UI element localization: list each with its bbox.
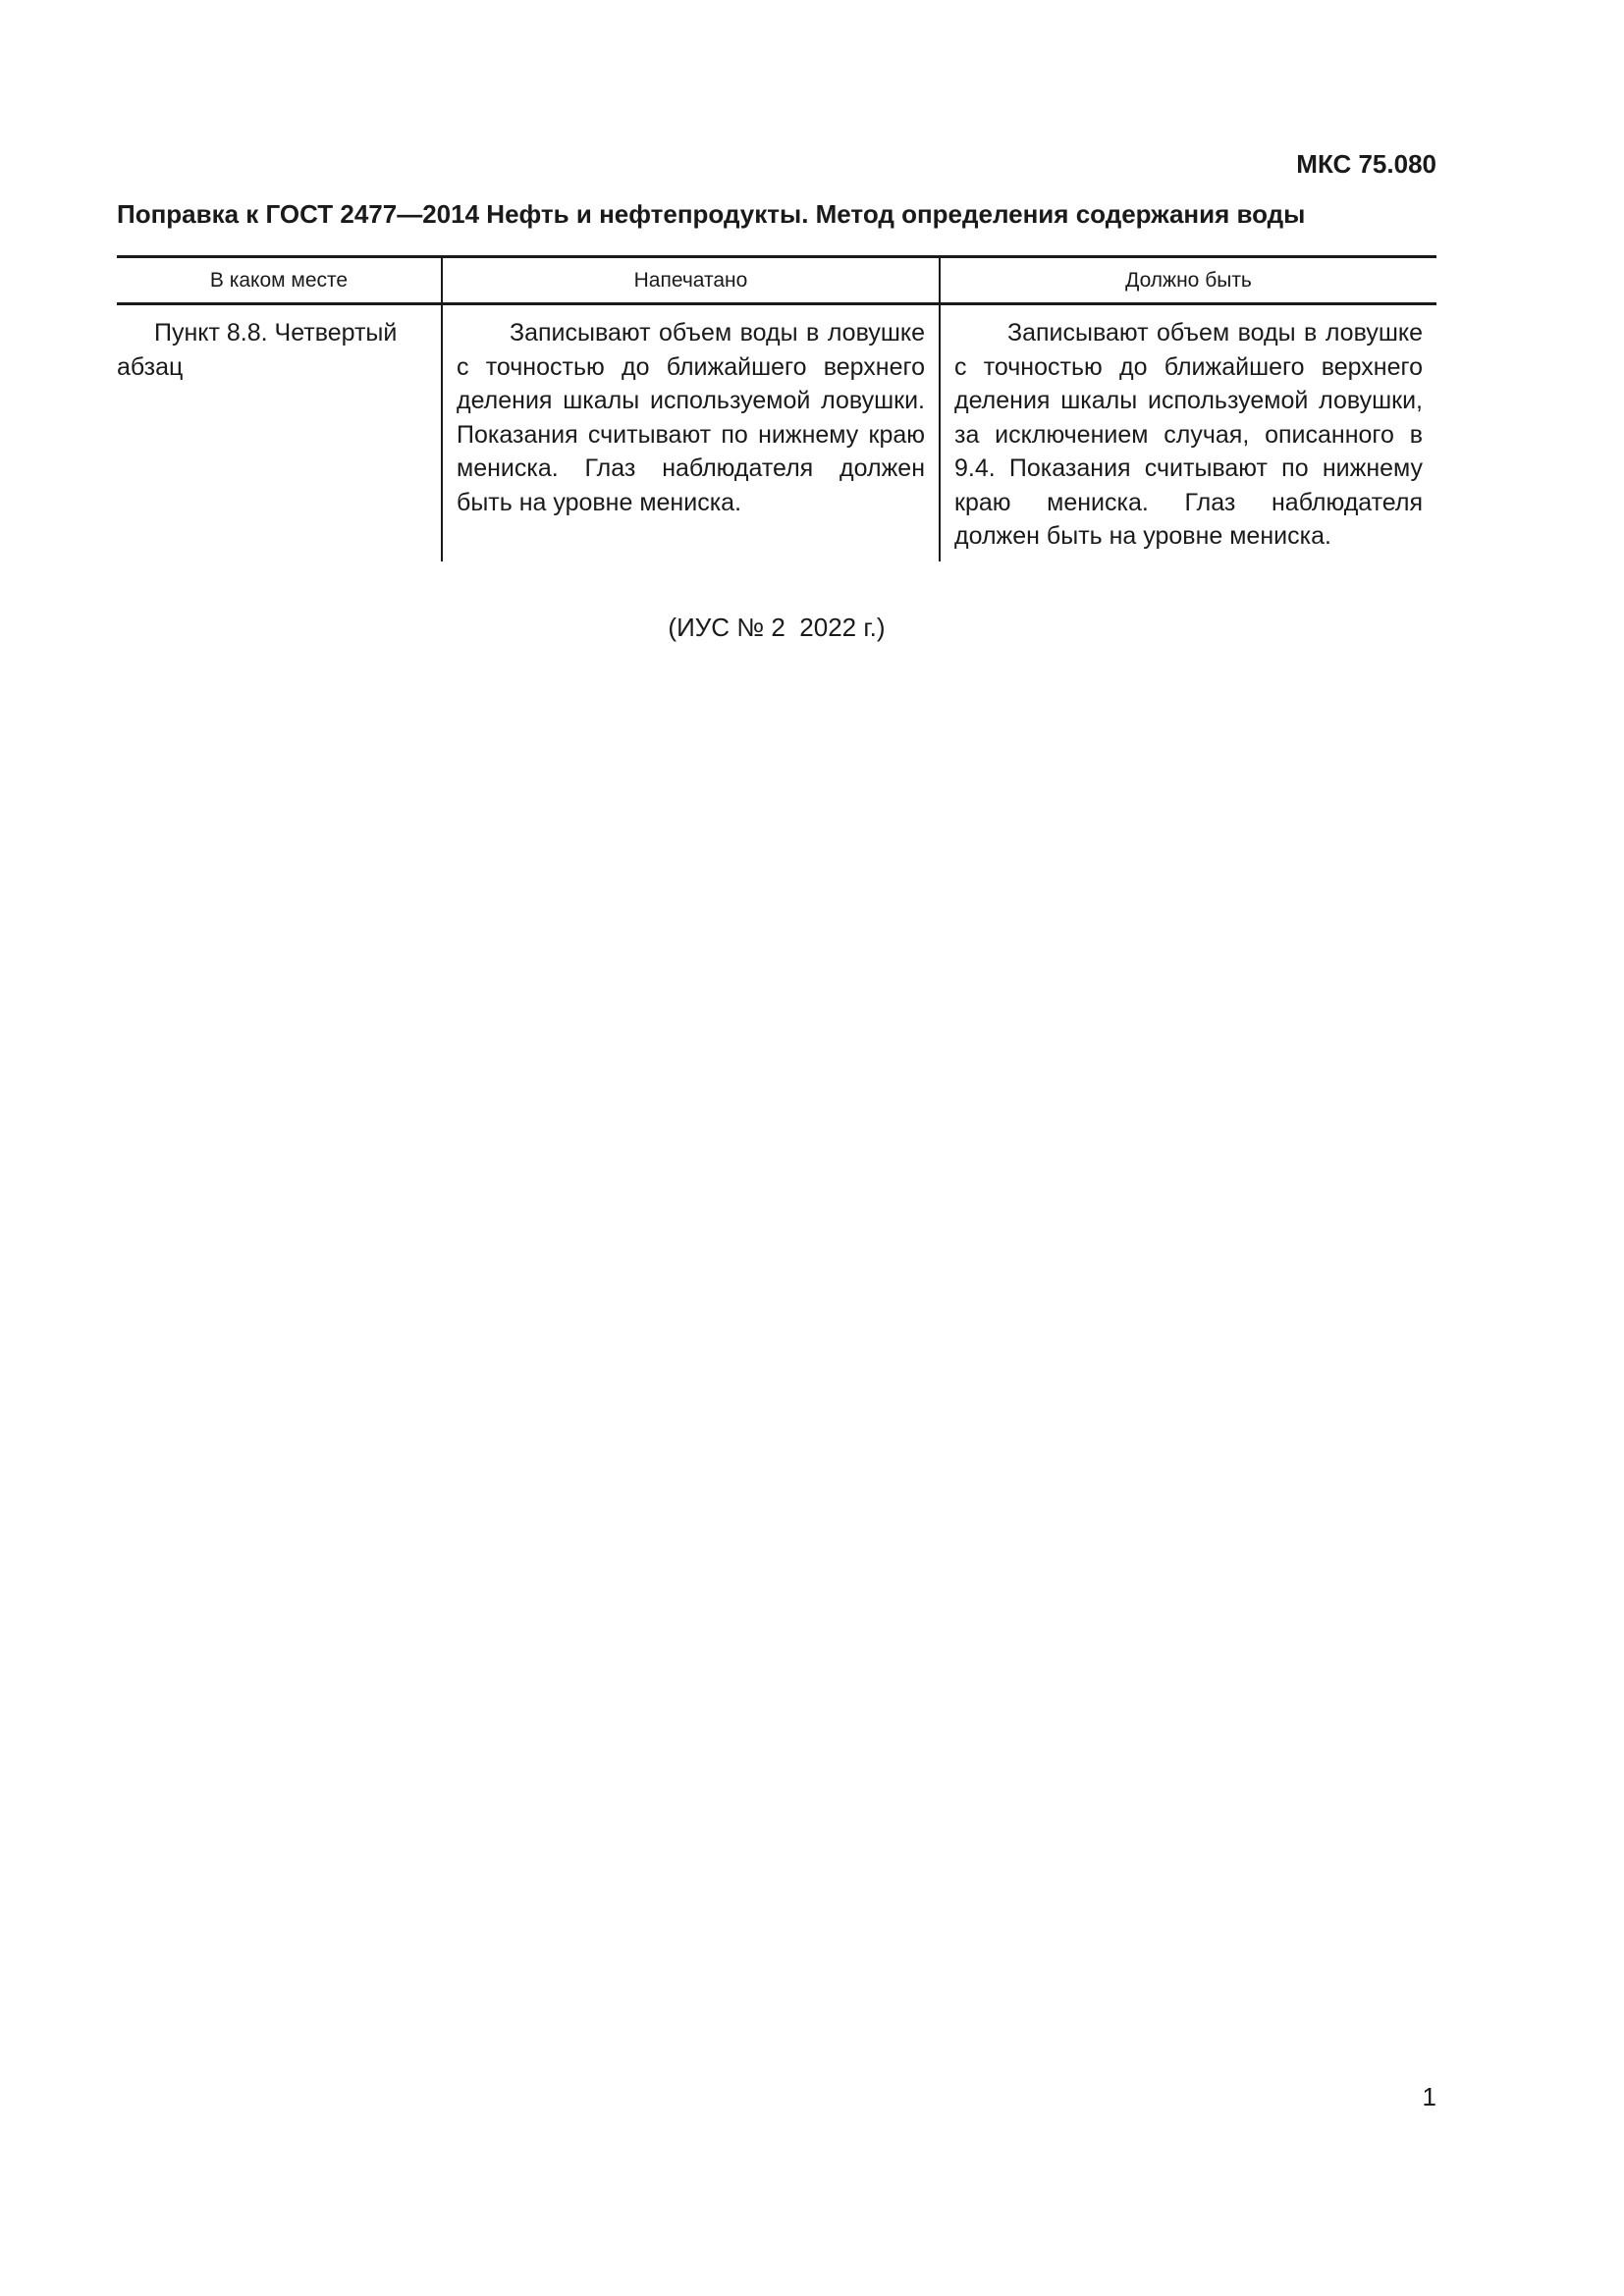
column-header-should-be: Должно быть [940,257,1436,304]
page-number: 1 [1422,2082,1436,2111]
cell-place: Пункт 8.8. Четвертый абзац [117,319,398,381]
table-header-row [117,257,1436,304]
column-header-printed: Напечатано [442,257,940,304]
column-header-place: В каком месте [117,257,442,304]
cell-should-be: Записывают объем воды в ловушке с точностью до ближайшего верхнего деления шкалы используемой ловушки, за исключением случая, описанного в 9.4. Показания считывают по нижнему краю мениска. Глаз наблюдателя должен быть на уровне мениска. [940,304,1436,561]
cell-printed: Записывают объем воды в ловушке с точностью до ближайшего верхнего деления шкалы используемой ловушки. Показания считывают по нижнему краю мениска. Глаз наблюдателя должен быть на уровне мениска. [442,304,940,561]
amendment-table [117,255,1436,561]
document-title: Поправка к ГОСТ 2477—2014 Нефть и нефтепродукты. Метод определения содержания воды [117,199,1306,229]
publication-source: (ИУС № 2 2022 г.) [668,613,886,642]
table-row [117,304,1436,561]
classification-code: МКС 75.080 [1296,149,1436,179]
